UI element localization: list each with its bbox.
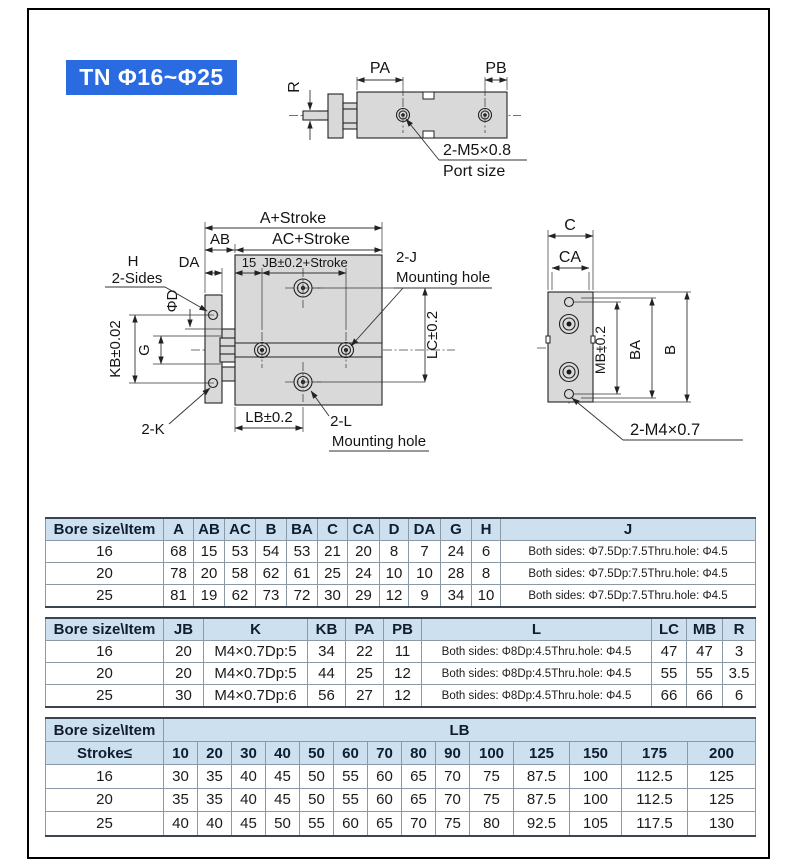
table-cell: 24 xyxy=(348,563,380,585)
l-hole-sublabel: Mounting hole xyxy=(331,433,427,450)
table-cell: 117.5 xyxy=(622,812,688,836)
table-cell: 45 xyxy=(266,765,300,789)
dim-label-kb: KB±0.02 xyxy=(107,320,124,378)
table-cell: 40 xyxy=(198,812,232,836)
dim-label-pa: PA xyxy=(369,60,391,77)
table-cell: 12 xyxy=(384,685,422,708)
table-row xyxy=(46,685,756,708)
table-cell: 19 xyxy=(194,585,225,608)
table-cell: 58 xyxy=(225,563,256,585)
column-header: B xyxy=(256,518,287,541)
stroke-header: 125 xyxy=(514,742,570,765)
table-cell: 16 xyxy=(46,541,164,563)
table-cell: 130 xyxy=(688,812,756,836)
stroke-header: 40 xyxy=(266,742,300,765)
side-notch xyxy=(546,336,550,343)
table-cell: 45 xyxy=(232,812,266,836)
dim-label-phid: ΦD xyxy=(164,289,181,313)
table-cell: 25 xyxy=(346,663,384,685)
table-cell: 30 xyxy=(164,685,204,708)
table-cell: 75 xyxy=(436,812,470,836)
table-cell: M4×0.7Dp:6 xyxy=(204,685,308,708)
guide-rod-end xyxy=(222,367,235,381)
column-header: KB xyxy=(308,618,346,641)
table-cell: 20 xyxy=(46,788,164,812)
table-cell: 65 xyxy=(402,765,436,789)
table-cell: 25 xyxy=(46,812,164,836)
table-cell: 25 xyxy=(46,585,164,608)
table-cell: 112.5 xyxy=(622,788,688,812)
stroke-header: 100 xyxy=(470,742,514,765)
port-note: 2-M5×0.8 xyxy=(443,142,512,159)
j-hole-label: 2-J xyxy=(396,249,417,266)
table-cell: 24 xyxy=(441,541,472,563)
table-cell: 40 xyxy=(232,788,266,812)
table-cell: 80 xyxy=(470,812,514,836)
table-cell: 73 xyxy=(256,585,287,608)
column-header: R xyxy=(723,618,756,641)
table-row xyxy=(46,541,756,563)
table-cell: 70 xyxy=(436,765,470,789)
column-header: Bore size\Item xyxy=(46,718,164,742)
table-cell: Both sides: Φ7.5Dp:7.5Thru.hole: Φ4.5 xyxy=(501,585,756,608)
flange-plate xyxy=(205,295,222,403)
table-cell: 47 xyxy=(687,641,723,663)
table-cell: 70 xyxy=(402,812,436,836)
table-cell: 10 xyxy=(472,585,501,608)
column-header: MB xyxy=(687,618,723,641)
table-cell: 65 xyxy=(368,812,402,836)
table-cell: 55 xyxy=(334,765,368,789)
column-header: K xyxy=(204,618,308,641)
table-row xyxy=(46,765,756,789)
column-header: C xyxy=(318,518,348,541)
table-cell: 70 xyxy=(436,788,470,812)
table-cell: 112.5 xyxy=(622,765,688,789)
column-header: AC xyxy=(225,518,256,541)
table-cell: 6 xyxy=(472,541,501,563)
column-header: Bore size\Item xyxy=(46,518,164,541)
table-cell: 66 xyxy=(652,685,687,708)
title-text: TN Φ16~Φ25 xyxy=(79,64,224,90)
table-cell: 72 xyxy=(287,585,318,608)
table-cell: 44 xyxy=(308,663,346,685)
table-cell: Both sides: Φ7.5Dp:7.5Thru.hole: Φ4.5 xyxy=(501,563,756,585)
table-cell: 100 xyxy=(570,765,622,789)
table-cell: 105 xyxy=(570,812,622,836)
column-header: D xyxy=(380,518,409,541)
table-cell: 29 xyxy=(348,585,380,608)
column-header: BA xyxy=(287,518,318,541)
table-cell: 60 xyxy=(368,788,402,812)
table-cell: 20 xyxy=(164,641,204,663)
stroke-header: 60 xyxy=(334,742,368,765)
table-cell: 54 xyxy=(256,541,287,563)
table-cell: Both sides: Φ8Dp:4.5Thru.hole: Φ4.5 xyxy=(422,685,652,708)
table-cell: 87.5 xyxy=(514,788,570,812)
table-cell: 53 xyxy=(225,541,256,563)
table-cell: 40 xyxy=(164,812,198,836)
column-header: J xyxy=(501,518,756,541)
table-cell: 25 xyxy=(318,563,348,585)
table-cell: 20 xyxy=(348,541,380,563)
stroke-header: 80 xyxy=(402,742,436,765)
dim-label-ab: AB xyxy=(209,231,231,248)
table-row xyxy=(46,563,756,585)
column-header: AB xyxy=(194,518,225,541)
table-cell: 30 xyxy=(164,765,198,789)
table-cell: 75 xyxy=(470,788,514,812)
h-sides-label: 2-Sides xyxy=(111,270,163,287)
table-cell: 62 xyxy=(225,585,256,608)
dimension-table-secondary xyxy=(45,617,756,708)
table-cell: 16 xyxy=(46,765,164,789)
dim-label-da: DA xyxy=(178,254,200,271)
table-cell: 34 xyxy=(441,585,472,608)
dim-label-b: B xyxy=(662,344,679,356)
port-size-label: Port size xyxy=(443,163,506,180)
table-cell: M4×0.7Dp:5 xyxy=(204,641,308,663)
table-row xyxy=(46,641,756,663)
table-cell: 55 xyxy=(652,663,687,685)
table-cell: 47 xyxy=(652,641,687,663)
table-cell: 50 xyxy=(300,765,334,789)
table-cell: 61 xyxy=(287,563,318,585)
table-cell: 30 xyxy=(318,585,348,608)
table-cell: 92.5 xyxy=(514,812,570,836)
table-cell: 12 xyxy=(384,663,422,685)
table-cell: 68 xyxy=(164,541,194,563)
table-cell: 22 xyxy=(346,641,384,663)
stroke-header: 175 xyxy=(622,742,688,765)
front-view-diagram xyxy=(93,210,493,465)
dim-label-pb: PB xyxy=(485,60,507,77)
table-cell: 28 xyxy=(441,563,472,585)
table-cell: 56 xyxy=(308,685,346,708)
table-cell: 20 xyxy=(164,663,204,685)
stroke-header: 50 xyxy=(300,742,334,765)
rod-nut xyxy=(343,103,357,129)
column-header: CA xyxy=(348,518,380,541)
stroke-header: 30 xyxy=(232,742,266,765)
table-cell: 65 xyxy=(402,788,436,812)
stroke-header: 20 xyxy=(198,742,232,765)
table-cell: 34 xyxy=(308,641,346,663)
table-cell: M4×0.7Dp:5 xyxy=(204,663,308,685)
table-cell: Both sides: Φ7.5Dp:7.5Thru.hole: Φ4.5 xyxy=(501,541,756,563)
stroke-header: 200 xyxy=(688,742,756,765)
table-cell: 87.5 xyxy=(514,765,570,789)
table-cell: 50 xyxy=(300,788,334,812)
table-cell: 55 xyxy=(300,812,334,836)
table-cell: 55 xyxy=(687,663,723,685)
table-cell: 6 xyxy=(723,685,756,708)
column-header: H xyxy=(472,518,501,541)
column-header: LC xyxy=(652,618,687,641)
side-view-diagram xyxy=(283,42,533,192)
table-cell: 53 xyxy=(287,541,318,563)
h-label: H xyxy=(127,253,139,270)
table-cell: 3.5 xyxy=(723,663,756,685)
column-header: L xyxy=(422,618,652,641)
table-cell: 35 xyxy=(164,788,198,812)
table-cell: 25 xyxy=(46,685,164,708)
table-cell: 8 xyxy=(472,563,501,585)
column-header-lb: LB xyxy=(164,718,756,742)
table-cell: 10 xyxy=(380,563,409,585)
l-hole-label: 2-L xyxy=(330,413,352,430)
dim-label-ca: CA xyxy=(558,249,582,266)
stroke-header: 90 xyxy=(436,742,470,765)
stroke-header: 150 xyxy=(570,742,622,765)
lb-stroke-table xyxy=(45,717,756,837)
table-row xyxy=(46,663,756,685)
table-cell: 16 xyxy=(46,641,164,663)
table-cell: 60 xyxy=(334,812,368,836)
m4-thread-label: 2-M4×0.7 xyxy=(630,421,701,439)
table-cell: 125 xyxy=(688,788,756,812)
flange-plate xyxy=(328,94,343,138)
table-row xyxy=(46,812,756,836)
table-cell: Both sides: Φ8Dp:4.5Thru.hole: Φ4.5 xyxy=(422,641,652,663)
table-cell: 27 xyxy=(346,685,384,708)
table-cell: 78 xyxy=(164,563,194,585)
dim-label-mb: MB±0.2 xyxy=(592,325,608,375)
table-cell: 100 xyxy=(570,788,622,812)
column-header: JB xyxy=(164,618,204,641)
table-cell: 20 xyxy=(194,563,225,585)
sensor-slot xyxy=(423,92,434,99)
table-cell: 10 xyxy=(409,563,441,585)
table-cell: 55 xyxy=(334,788,368,812)
table-cell: 81 xyxy=(164,585,194,608)
table-cell: Both sides: Φ8Dp:4.5Thru.hole: Φ4.5 xyxy=(422,663,652,685)
rod-nut xyxy=(220,338,235,362)
table-cell: 9 xyxy=(409,585,441,608)
table-cell: 11 xyxy=(384,641,422,663)
table-cell: 20 xyxy=(46,663,164,685)
dim-label-a-stroke: A+Stroke xyxy=(259,210,327,227)
dim-label-ba: BA xyxy=(627,339,644,361)
table-cell: 66 xyxy=(687,685,723,708)
dim-label-g: G xyxy=(136,344,153,356)
column-header: PB xyxy=(384,618,422,641)
column-header: DA xyxy=(409,518,441,541)
dim-label-lc: LC±0.2 xyxy=(424,310,441,360)
table-cell: 125 xyxy=(688,765,756,789)
dim-label-lb: LB±0.2 xyxy=(245,409,293,426)
table-cell: 7 xyxy=(409,541,441,563)
table-cell: 35 xyxy=(198,788,232,812)
title-badge xyxy=(66,60,237,95)
j-hole-sublabel: Mounting hole xyxy=(396,269,491,286)
stroke-header: 10 xyxy=(164,742,198,765)
table-cell: 40 xyxy=(232,765,266,789)
dim-label-jb: JB±0.2+Stroke xyxy=(262,255,348,270)
table-cell: 20 xyxy=(46,563,164,585)
k-hole-label: 2-K xyxy=(141,421,165,438)
table-cell: 35 xyxy=(198,765,232,789)
table-cell: 75 xyxy=(470,765,514,789)
end-view-diagram xyxy=(535,210,765,465)
table-cell: 3 xyxy=(723,641,756,663)
dim-label-r: R xyxy=(286,81,303,93)
column-header: PA xyxy=(346,618,384,641)
table-cell: 21 xyxy=(318,541,348,563)
dim-label-c: C xyxy=(564,217,576,234)
stroke-header: 70 xyxy=(368,742,402,765)
table-cell: 8 xyxy=(380,541,409,563)
table-cell: 50 xyxy=(266,812,300,836)
column-header: G xyxy=(441,518,472,541)
table-cell: 12 xyxy=(380,585,409,608)
dimension-table-main xyxy=(45,517,756,608)
table-row xyxy=(46,788,756,812)
table-cell: 60 xyxy=(368,765,402,789)
table-cell: 15 xyxy=(194,541,225,563)
dim-label-15: 15 xyxy=(241,255,257,270)
column-header: A xyxy=(164,518,194,541)
table-cell: 45 xyxy=(266,788,300,812)
table-row xyxy=(46,585,756,608)
stroke-header: Stroke≤ xyxy=(46,742,164,765)
end-body xyxy=(548,292,593,402)
column-header: Bore size\Item xyxy=(46,618,164,641)
dim-label-ac-stroke: AC+Stroke xyxy=(272,231,350,248)
piston-rod xyxy=(303,111,331,120)
sensor-slot xyxy=(423,131,434,138)
table-cell: 62 xyxy=(256,563,287,585)
